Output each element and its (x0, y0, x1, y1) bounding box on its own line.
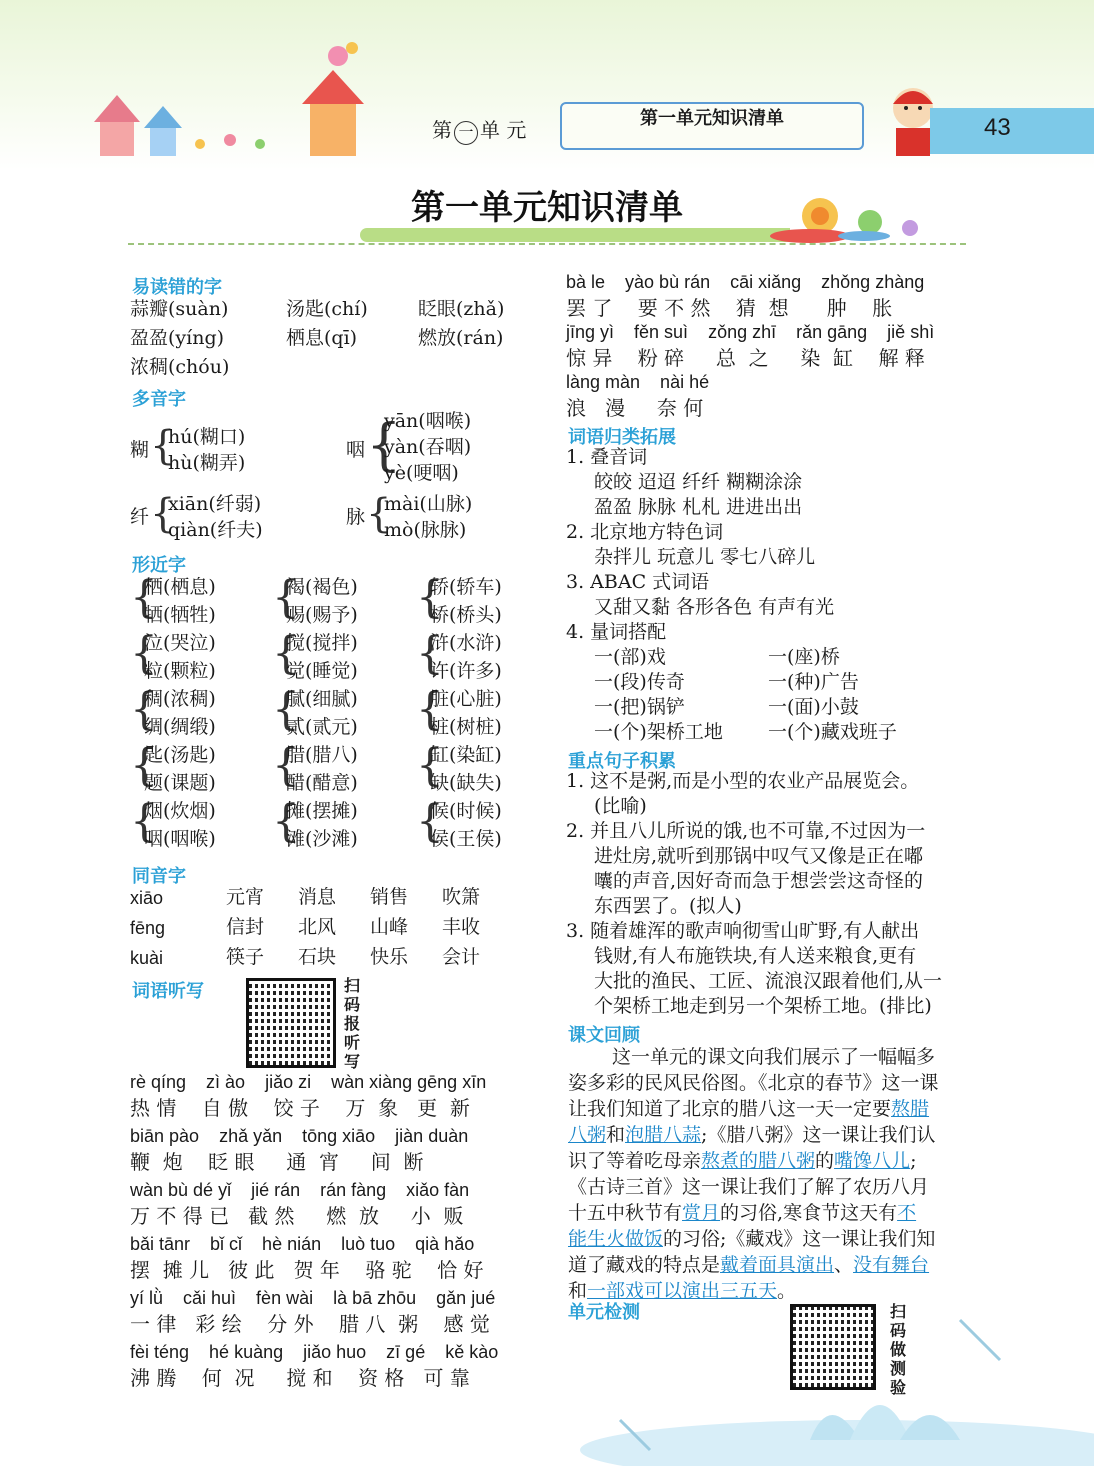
homophone-word: 筷子 (226, 946, 265, 968)
dictation-pinyin: yí lǜ cǎi huì fèn wài là bā zhōu gǎn jué (130, 1288, 496, 1308)
houses-illustration (80, 40, 400, 160)
polyphone-reading: mò(脉脉) (384, 519, 467, 541)
polyphone-char: 纤 (130, 506, 150, 528)
homophone-word: 石块 (298, 946, 337, 968)
similar-char: 搅(搅拌) (286, 632, 358, 654)
section-review: 课文回顾 (568, 1025, 640, 1046)
group-items: 皎皎 迢迢 纤纤 糊糊涂涂 (594, 471, 803, 493)
similar-char: 赐(赐予) (286, 604, 358, 626)
misread-word: 燃放(rán) (418, 327, 504, 349)
homophone-word: 快乐 (370, 946, 409, 968)
misread-word: 浓稠(chóu) (130, 356, 230, 378)
group-items: 杂拌儿 玩意儿 零七八碎儿 (594, 546, 816, 568)
dictation-words: 热 情 自 傲 饺 子 万 象 更 新 (130, 1096, 470, 1120)
similar-char: 腊(腊八) (286, 744, 358, 766)
polyphone-reading: yàn(吞咽) (384, 436, 472, 458)
qr-code-dictation[interactable] (246, 978, 336, 1068)
homophone-pinyin: fēng (130, 918, 166, 938)
header-scroll-title: 第一单元知识清单 (560, 102, 864, 150)
similar-char: 缺(缺失) (430, 772, 502, 794)
page-number-bar (930, 108, 1094, 154)
brace: { (130, 796, 158, 847)
homophone-word: 山峰 (370, 916, 409, 938)
section-similar: 形近字 (132, 555, 186, 576)
similar-char: 滩(沙滩) (286, 828, 358, 850)
similar-char: 候(时候) (430, 800, 502, 822)
dictation-words: 鞭 炮 眨 眼 通 宵 间 断 (130, 1150, 424, 1174)
polyphone-char: 糊 (130, 439, 150, 461)
misread-word: 汤匙(chí) (286, 298, 368, 320)
snails-illustration (760, 178, 930, 248)
misread-word: 眨眼(zhǎ) (418, 298, 505, 320)
sentence-line: 囔的声音,因好奇而急于想尝尝这奇怪的 (594, 870, 924, 892)
group-heading: 4. 量词搭配 (566, 621, 667, 643)
dictation-words: 一 律 彩 绘 分 外 腊 八 粥 感 觉 (130, 1312, 490, 1336)
dictation-words: 摆 摊 儿 彼 此 贺 年 骆 驼 恰 好 (130, 1258, 484, 1282)
group-heading: 3. ABAC 式词语 (566, 571, 710, 593)
brace: { (130, 628, 158, 679)
similar-char: 栖(栖息) (144, 576, 216, 598)
section-test: 单元检测 (568, 1302, 640, 1323)
sentence-line: 2. 并且八儿所说的饿,也不可靠,不过因为一 (566, 820, 926, 842)
brace: { (150, 423, 176, 469)
sentence-line: 大批的渔民、工匠、流浪汉跟着他们,从一 (594, 970, 943, 992)
group-items: 盈盈 脉脉 札札 进进出出 (594, 496, 803, 518)
group-heading: 2. 北京地方特色词 (566, 521, 724, 543)
measure-word-pair: 一(座)桥 (768, 646, 840, 668)
qr-code-test[interactable] (790, 1304, 876, 1390)
similar-char: 稠(浓稠) (144, 688, 216, 710)
dictation-words: 万 不 得 已 截 然 燃 放 小 贩 (130, 1204, 464, 1228)
similar-char: 腻(细腻) (286, 688, 358, 710)
similar-char: 褐(褐色) (286, 576, 358, 598)
brace: { (272, 796, 300, 847)
measure-word-pair: 一(个)藏戏班子 (768, 721, 897, 743)
brace: { (416, 796, 444, 847)
dictation-pinyin: biān pào zhǎ yǎn tōng xiāo jiàn duàn (130, 1126, 469, 1146)
sentence-line: 3. 随着雄浑的歌声响彻雪山旷野,有人献出 (566, 920, 920, 942)
group-items: 又甜又黏 各形各色 有声有光 (594, 596, 835, 618)
sentence-line: 钱财,有人布施铁块,有人送来粮食,更有 (594, 945, 917, 967)
right-words: 浪 漫 奈 何 (566, 396, 704, 420)
homophone-word: 北风 (298, 916, 337, 938)
dictation-pinyin: wàn bù dé yǐ jié rán rán fàng xiǎo fàn (130, 1180, 470, 1200)
group-heading: 1. 叠音词 (566, 446, 648, 468)
brace: { (150, 491, 176, 537)
section-word-groups: 词语归类拓展 (568, 427, 676, 448)
homophone-word: 销售 (370, 886, 409, 908)
dictation-words: 沸 腾 何 况 搅 和 资 格 可 靠 (130, 1366, 470, 1390)
similar-char: 绸(绸缎) (144, 716, 216, 738)
right-words: 罢 了 要 不 然 猜 想 肿 胀 (566, 296, 893, 320)
misread-word: 盈盈(yíng) (130, 327, 225, 349)
section-dictation: 词语听写 (132, 981, 204, 1002)
similar-char: 贰(贰元) (286, 716, 358, 738)
dictation-pinyin: rè qíng zì ào jiǎo zi wàn xiàng gēng xīn (130, 1072, 487, 1092)
measure-word-pair: 一(个)架桥工地 (594, 721, 723, 743)
measure-word-pair: 一(部)戏 (594, 646, 666, 668)
right-pinyin: jīng yì fěn suì zǒng zhī rǎn gāng jiě shì (566, 322, 935, 342)
polyphone-char: 脉 (346, 506, 366, 528)
similar-char: 浒(水浒) (430, 632, 502, 654)
unit-label: 第 一 单 元 (432, 114, 526, 145)
similar-char: 许(许多) (430, 660, 502, 682)
homophone-word: 吹箫 (442, 886, 481, 908)
similar-char: 烟(炊烟) (144, 800, 216, 822)
brace: { (366, 413, 402, 478)
right-pinyin: làng màn nài hé (566, 372, 710, 392)
similar-char: 醋(醋意) (286, 772, 358, 794)
brace: { (416, 684, 444, 735)
misread-word: 栖息(qī) (286, 327, 358, 349)
similar-char: 粒(颗粒) (144, 660, 216, 682)
sentence-line: (比喻) (594, 795, 647, 817)
brace: { (272, 572, 300, 623)
brace: { (416, 628, 444, 679)
similar-char: 题(课题) (144, 772, 216, 794)
qr-hint-test: 扫码做测验 (890, 1302, 907, 1397)
review-paragraph: 这一单元的课文向我们展示了一幅幅多 姿多彩的民风民俗图。《北京的春节》这一课 让我们知道了北京的腊八这一天一定要熬腊 八粥和泡腊八蒜;《腊八粥》这一课让我们认 识了等着吃母亲熬煮的腊八粥的嘴馋八儿; 《古诗三首》这一课让我们了解了农历八月 十五中秋节有赏月的习俗,寒食节这天有不 能生火做饭的习俗;《藏戏》这一课让我们知 道了藏戏的特点是戴着面具演出、没有舞台 和一部戏可以演出三五天。 (568, 1046, 939, 1302)
misread-word: 蒜瓣(suàn) (130, 298, 229, 320)
measure-word-pair: 一(种)广告 (768, 671, 859, 693)
polyphone-reading: qiàn(纤夫) (168, 519, 263, 541)
polyphone-reading: yān(咽喉) (384, 410, 472, 432)
homophone-pinyin: kuài (130, 948, 164, 968)
brace: { (272, 628, 300, 679)
section-key-sentences: 重点句子积累 (568, 751, 676, 772)
similar-char: 摊(摆摊) (286, 800, 358, 822)
homophone-word: 会计 (442, 946, 481, 968)
measure-word-pair: 一(面)小鼓 (768, 696, 859, 718)
brace: { (416, 740, 444, 791)
brace: { (366, 491, 392, 537)
sentence-line: 东西罢了。(拟人) (594, 895, 742, 917)
similar-char: 轿(轿车) (430, 576, 502, 598)
homophone-word: 信封 (226, 916, 265, 938)
similar-char: 桥(桥头) (430, 604, 502, 626)
brace: { (130, 740, 158, 791)
similar-char: 泣(哭泣) (144, 632, 216, 654)
brace: { (130, 684, 158, 735)
brace: { (416, 572, 444, 623)
brace: { (130, 572, 158, 623)
homophone-pinyin: xiāo (130, 888, 164, 908)
polyphone-reading: mài(山脉) (384, 493, 473, 515)
right-pinyin: bà le yào bù rán cāi xiǎng zhǒng zhàng (566, 272, 925, 292)
sentence-line: 个架桥工地走到另一个架桥工地。(排比) (594, 995, 932, 1017)
polyphone-char: 咽 (346, 439, 366, 461)
qr-hint-dictation: 扫码报听写 (344, 976, 361, 1071)
title-underline (360, 228, 790, 242)
similar-char: 脏(心脏) (430, 688, 502, 710)
dictation-pinyin: fèi téng hé kuàng jiǎo huo zī gé kě kào (130, 1342, 499, 1362)
page-number: 43 (984, 114, 1011, 141)
brace: { (272, 740, 300, 791)
similar-char: 觉(睡觉) (286, 660, 358, 682)
polyphone-reading: yè(哽咽) (384, 462, 459, 484)
sentence-line: 1. 这不是粥,而是小型的农业产品展览会。 (566, 770, 920, 792)
section-polyphones: 多音字 (132, 389, 186, 410)
section-homophones: 同音字 (132, 866, 186, 887)
polyphone-reading: hù(糊弄) (168, 452, 246, 474)
sentence-line: 进灶房,就听到那锅中叹气又像是正在嘟 (594, 845, 924, 867)
similar-char: 匙(汤匙) (144, 744, 216, 766)
page-title: 第一单元知识清单 (411, 188, 683, 228)
similar-char: 桩(树桩) (430, 716, 502, 738)
polyphone-reading: hú(糊口) (168, 426, 246, 448)
section-easy-misread: 易读错的字 (132, 277, 222, 298)
measure-word-pair: 一(段)传奇 (594, 671, 685, 693)
dictation-pinyin: bǎi tānr bǐ cǐ hè nián luò tuo qià hǎo (130, 1234, 475, 1254)
similar-char: 牺(牺牲) (144, 604, 216, 626)
similar-char: 缸(染缸) (430, 744, 502, 766)
similar-char: 侯(王侯) (430, 828, 502, 850)
similar-char: 咽(咽喉) (144, 828, 216, 850)
measure-word-pair: 一(把)锅铲 (594, 696, 685, 718)
homophone-word: 丰收 (442, 916, 481, 938)
right-words: 惊 异 粉 碎 总 之 染 缸 解 释 (566, 346, 925, 370)
homophone-word: 消息 (298, 886, 337, 908)
brace: { (272, 684, 300, 735)
polyphone-reading: xiān(纤弱) (168, 493, 262, 515)
homophone-word: 元宵 (226, 886, 265, 908)
